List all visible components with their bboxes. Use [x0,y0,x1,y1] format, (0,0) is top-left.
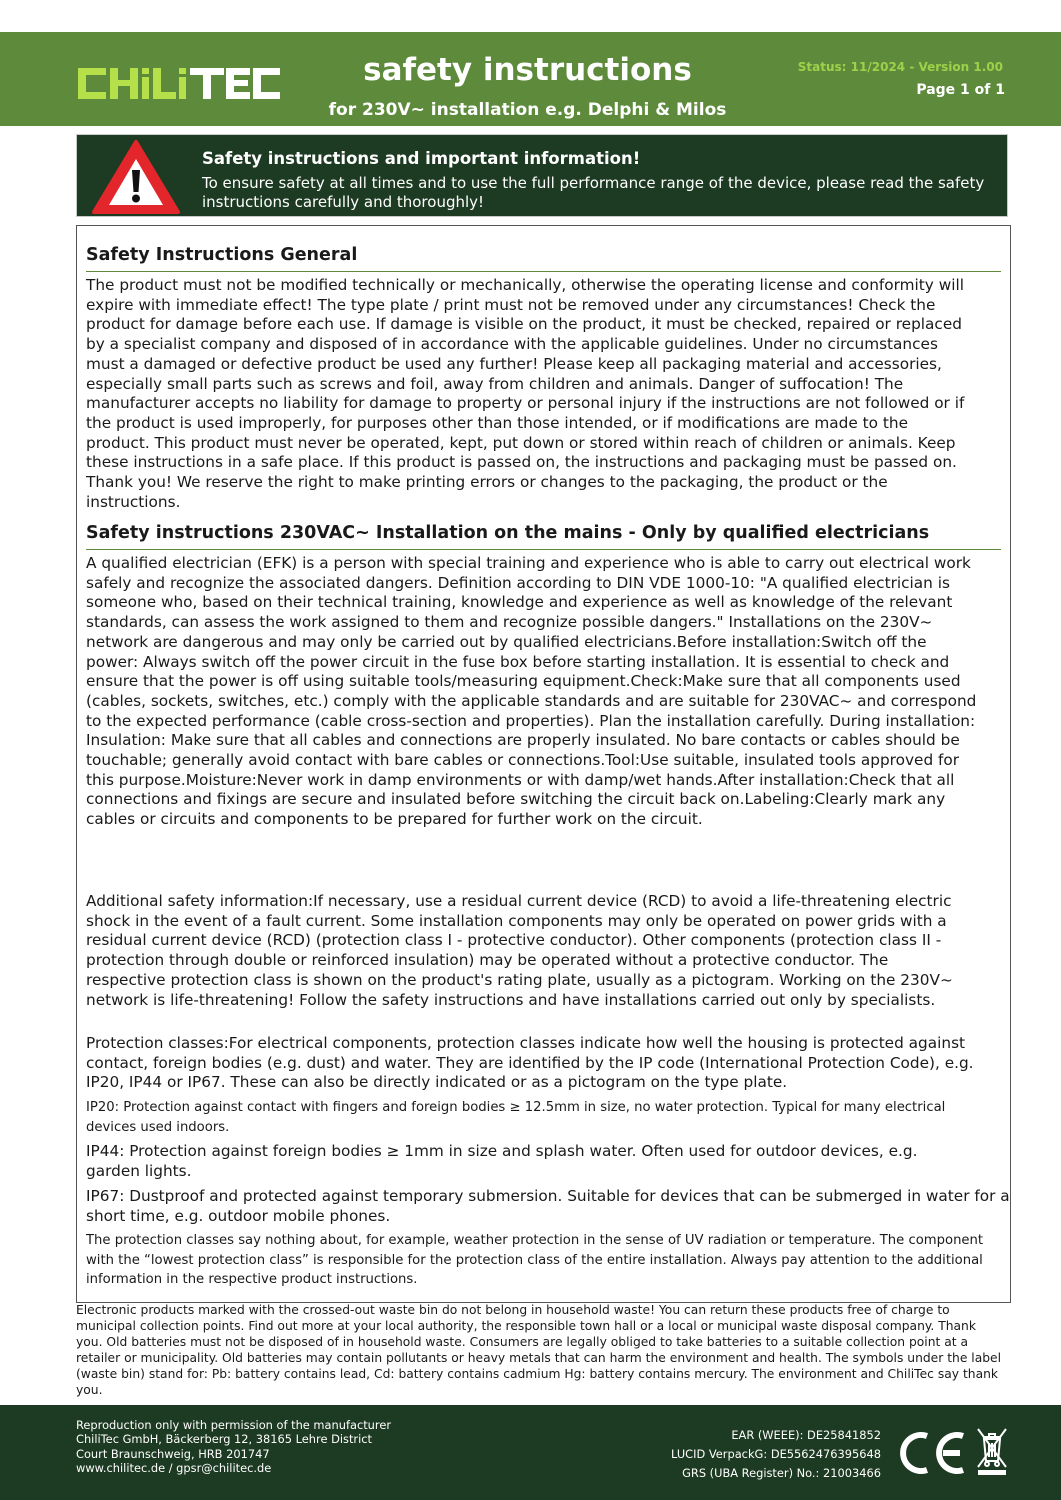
registration-info: EAR (WEEE): DE25841852 LUCID VerpackG: DE5562476395648 GRS (UBA Register) No.: 21003466 [671,1428,881,1480]
ip44-text: IP44: Protection against foreign bodies ≥ 1mm in size and splash water. Often used for outdoor devices, e.g. garden lights. [86,1142,918,1180]
warning-banner [76,134,1008,217]
ip67-text: IP67: Dustproof and protected against temporary submersion. Suitable for devices that can be submerged in water for a short time, e.g. outdoor mobile phones. [86,1187,1010,1225]
heading-rule [86,271,1001,272]
general-text: The product must not be modified technically or mechanically, otherwise the operating license and conformity will expire with immediate effect! The type plate / print must not be removed under any circumstances! Check the product for damage before each use. If damage is visible on the product, it must be checked, repaired or replaced by a specialist company and disposed of in accordance with the applicable guidelines. Under no circumstances must a damaged or defective product be used any further! Please keep all packaging material and accessories, especially small parts such as screws and foil, away from children and animals. Danger of suffocation! The manufacturer accepts no liability for damage to property or personal injury if the instructions are not followed or if the product is used improperly, for purposes other than those intended, or if modifications are made to the product. This product must never be operated, kept, put down or stored within reach of children or animals. Keep these instructions in a safe place. If this product is passed on, the instructions and packaging must be passed on. Thank you! We reserve the right to make printing errors or changes to the packaging, the product or the instructions. [86,276,965,511]
manufacturer-info: Reproduction only with permission of the manufacturer ChiliTec GmbH, Bäckerberg 12, 38165 Lehre District Court Braunschweig, HRB 201747 www.chilitec.de / gpsr@chilitec.de [76,1418,392,1475]
document-title: safety instructions [363,52,692,88]
disposal-note: Electronic products marked with the crossed-out waste bin do not belong in household waste! You can return these products free of charge to municipal collection points. Find out more at your local authority, the responsible town hall or a local or municipal waste disposal company. Thank you. Old batteries must not be disposed of in household waste. Consumers are legally obliged to take batteries to a suitable collection point at a retailer or municipality. Old batteries may contain pollutants or heavy metals that can harm the environment and health. The symbols under the label (waste bin) stand for: Pb: battery contains lead, Cd: battery contains cadmium Hg: battery contains mercury. The environment and ChiliTec say thank you. [76,1303,1002,1398]
additional-safety-text: Additional safety information:If necessary, use a residual current device (RCD) to avoid a life-threatening electric shock in the event of a fault current. Some installation components may only be operated on power grids with a residual current device (RCD) (protection class I - protective conductor). Other components (protection class II - protection through double or reinforced insulation) may be operated without a protective conductor. The respective protection class is shown on the product's rating plate, usually as a pictogram. Working on the 230V~ network is life-threatening! Follow the safety instructions and have installations carried out only by specialists. [86,892,953,1009]
ce-mark-icon [897,1430,969,1476]
page-footer [0,1405,1061,1500]
protection-note-text: The protection classes say nothing about, for example, weather protection in the sense of UV radiation or temperature. The component with the “lowest protection class” is responsible for the protection class of the entire installation. Always pay attention to the additional information in the respective product instructions. [86,1233,984,1288]
logo-text: CHILITEC [76,62,81,63]
banner-title: Safety instructions and important information! [202,149,641,168]
ip20-text: IP20: Protection against contact with fingers and foreign bodies ≥ 12.5mm in size, no water protection. Typical for many electrical devices used indoors. [86,1100,946,1135]
page-header [0,32,1061,126]
protection-classes-text: Protection classes:For electrical components, protection classes indicate how well the housing is protected against contact, foreign bodies (e.g. dust) and water. They are identified by the IP code (International Protection Code), e.g. IP20, IP44 or IP67. These can also be directly indicated or as a pictogram on the type plate. [86,1034,974,1092]
heading-rule [86,549,1001,550]
mains-heading: Safety instructions 230VAC~ Installation on the mains - Only by qualified electricians [86,523,930,543]
crossed-out-bin-icon [975,1425,1009,1477]
mains-text: A qualified electrician (EFK) is a person with special training and experience who is able to carry out electrical work safely and recognize the associated dangers. Definition according to DIN VDE 1000-10: "A qualified electrician is someone who, based on their technical training, knowledge and experience as well as knowledge of the relevant standards, can assess the work assigned to them and recognize possible dangers." Installations on the 230V~ network are dangerous and may only be carried out by qualified electricians.Before installation:Switch off the power: Always switch off the power circuit in the fuse box before starting installation. It is essential to check and ensure that the power is off using suitable tools/measuring equipment.Check:Make sure that all components used (cables, sockets, switches, etc.) comply with the applicable standards and are suitable for 230VAC~ and correspond to the expected performance (cable cross-section and properties). Plan the installation carefully. During installation: Insulation: Make sure that all cables and connections are properly insulated. No bare contacts or cables should be touchable; generally avoid contact with bare cables or connections.Tool:Use suitable, insulated tools approved for this purpose.Moisture:Never work in damp environments or with damp/wet hands.After installation:Check that all connections and fixings are secure and insulated before switching the circuit back on.Labeling:Clearly mark any cables or circuits and components to be prepared for further work on the circuit. [86,554,977,829]
page-number: Page 1 of 1 [916,82,1005,98]
banner-text: To ensure safety at all times and to use the full performance range of the device, please read the safety instructions carefully and thoroughly! [202,174,985,211]
warning-triangle-icon [91,139,181,215]
instructions-box [76,225,1011,1303]
document-subtitle: for 230V~ installation e.g. Delphi & Milos [328,100,727,120]
version-status: Status: 11/2024 - Version 1.00 [797,60,1003,74]
general-heading: Safety Instructions General [86,245,358,265]
chilitec-logo [76,62,281,104]
